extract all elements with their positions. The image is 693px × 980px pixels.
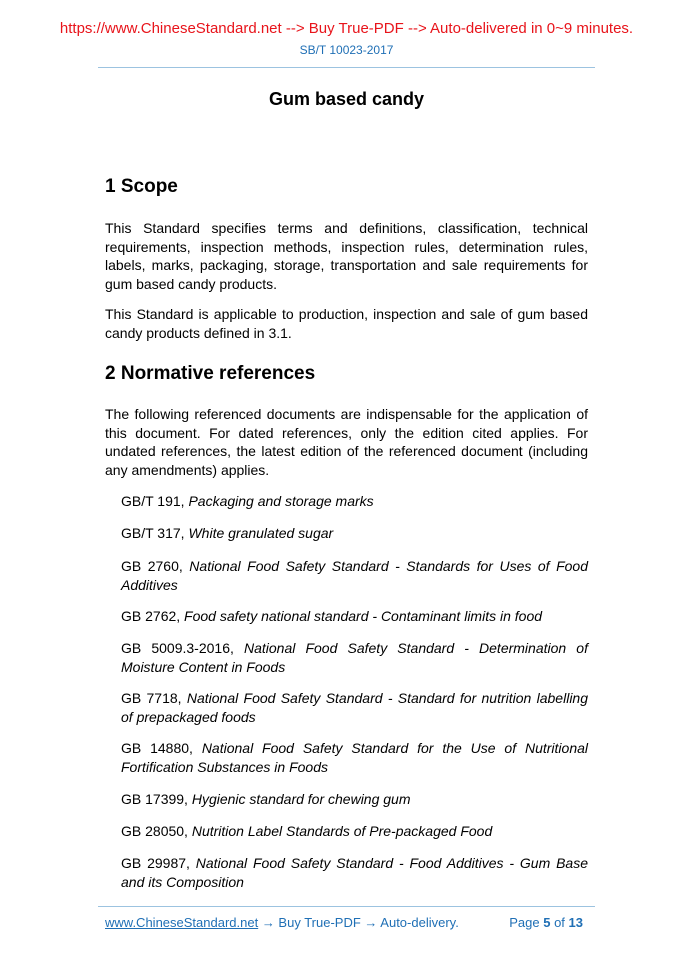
reference-item xyxy=(121,639,588,676)
reference-code: GB 17399, xyxy=(121,791,192,807)
footer-site-link[interactable]: www.ChineseStandard.net xyxy=(105,915,259,930)
reference-code: GB 29987, xyxy=(121,855,196,871)
reference-item xyxy=(121,689,588,726)
header-divider xyxy=(98,67,595,68)
reference-title: National Food Safety Standard for the Use of Nutritional Fortification Substances in Foods xyxy=(121,740,589,775)
page-indicator xyxy=(509,915,583,930)
section-heading-scope: 1 Scope xyxy=(105,176,178,197)
reference-title: Hygienic standard for chewing gum xyxy=(191,791,411,807)
footer-divider xyxy=(98,906,595,907)
reference-title: National Food Safety Standard - Food Additives - Gum Base and its Composition xyxy=(121,855,589,890)
reference-item xyxy=(121,492,588,511)
reference-title: Nutrition Label Standards of Pre-packaged Food xyxy=(191,823,493,839)
reference-code: GB 5009.3-2016, xyxy=(121,640,244,656)
reference-item xyxy=(121,557,588,594)
reference-item xyxy=(121,822,588,841)
reference-item xyxy=(121,854,588,891)
reference-item xyxy=(121,524,588,543)
reference-code: GB 2760, xyxy=(121,558,190,574)
standard-code: SB/T 10023-2017 xyxy=(299,43,394,57)
footer-promo-text: → Buy True-PDF → Auto-delivery. xyxy=(258,915,459,930)
reference-title: Packaging and storage marks xyxy=(188,493,374,509)
reference-item xyxy=(121,739,588,776)
reference-code: GB 7718, xyxy=(121,690,187,706)
scope-paragraph: This Standard specifies terms and definitions, classification, technical requirements, inspection methods, inspection rules, determination rules, labels, marks, packaging, storage, transportation and sale requirements for gum based candy products. xyxy=(105,220,588,292)
page-number: 5 xyxy=(543,915,551,930)
section-heading-normative-references: 2 Normative references xyxy=(105,363,316,384)
reference-code: GB/T 317, xyxy=(121,525,189,541)
page-total: 13 xyxy=(568,915,583,930)
normative-intro-paragraph: The following referenced documents are indispensable for the application of this document. For dated references, only the edition cited applies. For undated references, the latest edition of the referenced document (including any amendments) applies. xyxy=(105,406,588,478)
page-label: Page xyxy=(509,915,544,930)
document-title: Gum based candy xyxy=(268,89,425,109)
reference-item xyxy=(121,607,588,626)
reference-code: GB 14880, xyxy=(121,740,202,756)
reference-title: National Food Safety Standard - Determination of Moisture Content in Foods xyxy=(121,640,588,675)
reference-title: National Food Safety Standard - Standard for nutrition labelling of prepackaged foods xyxy=(121,690,588,725)
scope-paragraph: This Standard is applicable to production, inspection and sale of gum based candy products defined in 3.1. xyxy=(105,306,588,341)
reference-item xyxy=(121,790,588,809)
reference-title: National Food Safety Standard - Standards for Uses of Food Additives xyxy=(121,558,588,593)
footer-promo xyxy=(105,915,459,930)
reference-code: GB 2762, xyxy=(121,608,185,624)
of-label: of xyxy=(550,915,569,930)
reference-code: GB/T 191, xyxy=(121,493,189,509)
header-promo-link[interactable]: https://www.ChineseStandard.net --> Buy True-PDF --> Auto-delivered in 0~9 minutes. xyxy=(59,20,634,37)
reference-title: Food safety national standard - Contaminant limits in food xyxy=(184,608,543,624)
reference-code: GB 28050, xyxy=(121,823,192,839)
reference-title: White granulated sugar xyxy=(188,525,334,541)
footer xyxy=(105,915,583,930)
